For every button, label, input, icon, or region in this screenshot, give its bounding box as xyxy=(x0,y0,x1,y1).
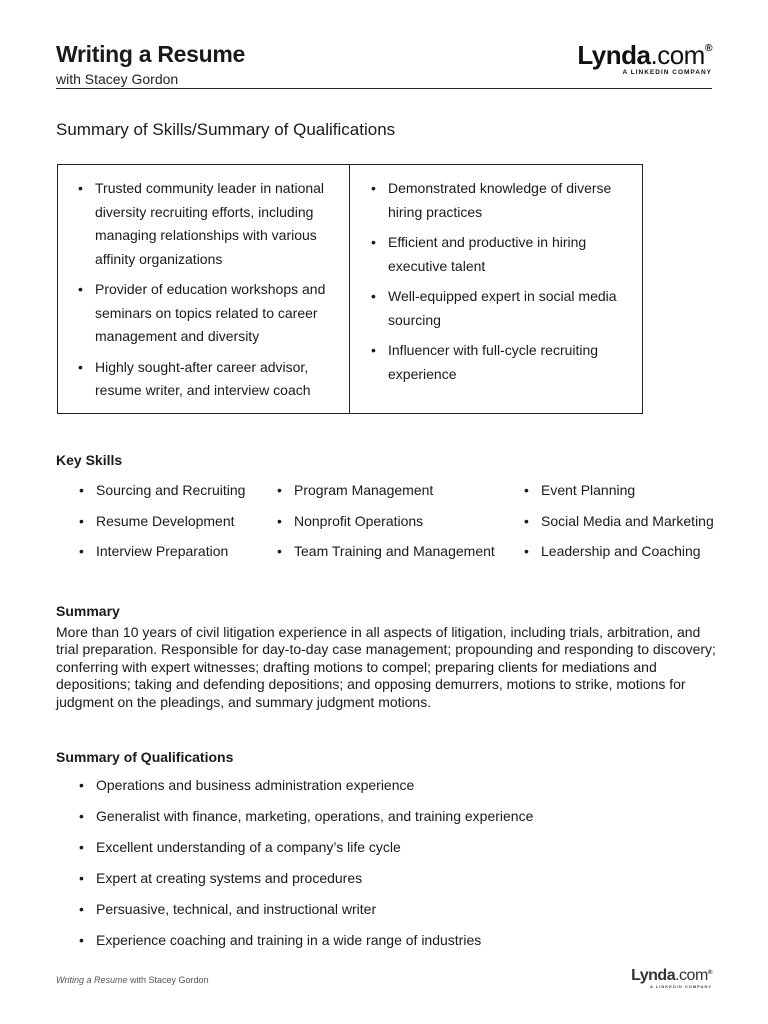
logo-suffix: .com xyxy=(650,40,705,70)
document-title: Writing a Resume xyxy=(56,41,246,67)
list-item: • Expert at creating systems and procedures xyxy=(77,867,697,891)
footer-logo-suffix: .com xyxy=(675,967,708,984)
footer-logo-registered-mark: ® xyxy=(707,969,712,976)
list-item: • Trusted community leader in national diversity recruiting efforts, including managing relationships with various affinity organizations xyxy=(76,177,339,271)
list-item: • Sourcing and Recruiting xyxy=(77,479,267,503)
list-item: • Leadership and Coaching xyxy=(522,540,742,564)
list-item: • Experience coaching and training in a wide range of industries xyxy=(77,929,697,953)
list-item: • Generalist with finance, marketing, operations, and training experience xyxy=(77,805,697,829)
list-item: • Persuasive, technical, and instructional writer xyxy=(77,898,697,922)
key-skills-column-1 xyxy=(77,479,267,571)
footer-lynda-logo xyxy=(631,968,712,989)
summary-heading: Summary xyxy=(56,603,120,619)
document-subtitle: with Stacey Gordon xyxy=(56,71,179,87)
skills-box-right-column xyxy=(350,165,642,413)
list-item: • Demonstrated knowledge of diverse hiring practices xyxy=(369,177,632,224)
list-item: • Resume Development xyxy=(77,510,267,534)
logo-word: Lynda xyxy=(577,40,651,70)
list-item: • Highly sought-after career advisor, resume writer, and interview coach xyxy=(76,356,339,403)
section-title: Summary of Skills/Summary of Qualifications xyxy=(56,120,396,139)
lynda-logo xyxy=(577,42,712,76)
key-skills-column-3 xyxy=(522,479,742,571)
footer-author: with Stacey Gordon xyxy=(127,975,209,985)
list-item: • Influencer with full-cycle recruiting experience xyxy=(369,339,632,386)
footer-logo-word: Lynda xyxy=(631,967,676,984)
list-item: • Event Planning xyxy=(522,479,742,503)
list-item: • Excellent understanding of a company’s life cycle xyxy=(77,836,697,860)
qualifications-list xyxy=(77,774,697,961)
list-item: • Social Media and Marketing xyxy=(522,510,742,534)
key-skills-heading: Key Skills xyxy=(56,452,123,468)
skills-box-left-column xyxy=(58,165,350,413)
list-item: • Efficient and productive in hiring executive talent xyxy=(369,231,632,278)
list-item: • Interview Preparation xyxy=(77,540,267,564)
logo-registered-mark: ® xyxy=(704,43,712,54)
list-item: • Nonprofit Operations xyxy=(275,510,515,534)
footer-logo-tagline: A LINKEDIN COMPANY xyxy=(650,984,712,989)
list-item: • Operations and business administration experience xyxy=(77,774,697,798)
key-skills-column-2 xyxy=(275,479,515,571)
skills-summary-box xyxy=(57,164,643,414)
summary-paragraph: More than 10 years of civil litigation experience in all aspects of litigation, including trials, arbitration, and trial preparation. Responsible for day-to-day case management; propounding and responding to discovery; conferring with expert witnesses; drafting motions to compel; preparing clients for mediations and depositions; taking and defending depositions; and opposing demurrers, motions to strike, motions for judgment on the pleadings, and summary judgment motions. xyxy=(56,624,716,710)
list-item: • Well-equipped expert in social media sourcing xyxy=(369,285,632,332)
footer-course-credit xyxy=(56,975,209,985)
footer-course-title: Writing a Resume xyxy=(56,975,128,985)
logo-wordmark xyxy=(577,42,712,68)
list-item: • Program Management xyxy=(275,479,515,503)
list-item: • Provider of education workshops and seminars on topics related to career management and diversity xyxy=(76,278,339,349)
footer-logo-wordmark xyxy=(631,968,712,984)
qualifications-heading: Summary of Qualifications xyxy=(56,749,234,765)
logo-tagline: A LINKEDIN COMPANY xyxy=(622,69,712,76)
list-item: • Team Training and Management xyxy=(275,540,515,564)
header-divider xyxy=(56,88,712,89)
